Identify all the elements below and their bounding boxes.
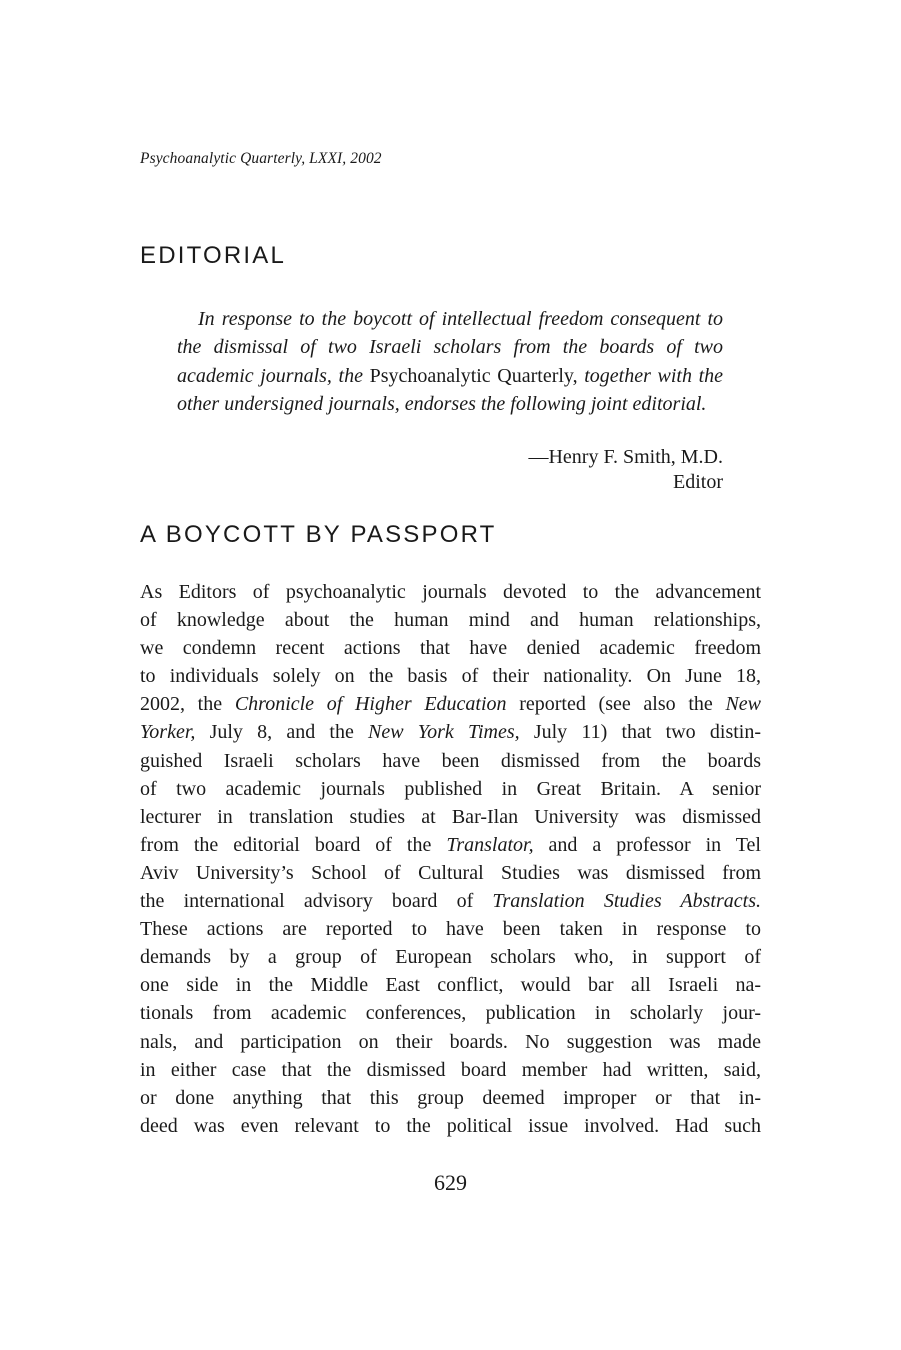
running-head: Psychoanalytic Quarterly, LXXI, 2002 — [140, 150, 382, 167]
page-number: 629 — [434, 1170, 467, 1195]
preface-paragraph — [177, 305, 723, 419]
editorial-preface — [177, 305, 723, 419]
citation-translation-studies-abstracts: Translation Studies Abstracts. — [492, 890, 761, 913]
citation-chronicle: Chronicle of Higher Education — [234, 693, 507, 716]
body-line: we condemn recent actions that have denied academic freedom — [140, 637, 761, 660]
body-line: As Editors of psychoanalytic journals devoted to the advancement — [140, 581, 761, 603]
body-line — [140, 831, 761, 859]
body-line: one side in the Middle East conflict, would bar all Israeli na- — [140, 974, 761, 997]
body-line: lecturer in translation studies at Bar-Ilan University was dismissed — [140, 805, 761, 828]
citation-new-yorker-part: New — [725, 693, 762, 716]
body-text: from the editorial board of the — [140, 833, 447, 856]
body-text: July 8, and the — [195, 721, 369, 744]
body-line: demands by a group of European scholars who, in support of — [140, 946, 761, 969]
signature-name: —Henry F. Smith, M.D. — [528, 446, 723, 468]
body-line: in either case that the dismissed board member had written, said, — [140, 1058, 761, 1081]
citation-new-york-times: New York Times, — [368, 721, 520, 744]
body-line — [140, 690, 761, 718]
editorial-heading: EDITORIAL — [140, 242, 287, 269]
preface-text-part2: together with the other undersigned journals, endorses the following joint editorial. — [177, 364, 723, 416]
body-text: the international advisory board of — [140, 890, 493, 913]
body-line: guished Israeli scholars have been dismissed from the boards — [140, 749, 761, 772]
article-heading: A BOYCOTT BY PASSPORT — [140, 521, 497, 548]
citation-new-yorker-part: Yorker, — [140, 721, 196, 744]
body-line: deed was even relevant to the political issue involved. Had such — [140, 1114, 761, 1137]
body-line: Aviv University’s School of Cultural Studies was dismissed from — [140, 861, 761, 884]
signature-role: Editor — [673, 471, 723, 493]
body-text: reported (see also the — [506, 693, 726, 716]
body-line: nals, and participation on their boards. No suggestion was made — [140, 1030, 761, 1053]
body-line — [140, 718, 761, 746]
body-text: and a professor in Tel — [533, 833, 761, 856]
body-text: July 11) that two distin- — [519, 721, 761, 744]
body-line: or done anything that this group deemed improper or that in- — [140, 1086, 761, 1109]
preface-text-part1: In response to the boycott of intellectual freedom consequent to the dismissal of two Israeli scholars from the boards of two academic journals, the — [177, 308, 723, 387]
body-text: 2002, the — [140, 693, 235, 716]
body-line: of two academic journals published in Great Britain. A senior — [140, 777, 761, 800]
body-line: These actions are reported to have been taken in response to — [140, 918, 761, 941]
body-line: of knowledge about the human mind and human relationships, — [140, 609, 761, 632]
preface-journal-name: Psychoanalytic Quarterly, — [369, 364, 578, 387]
signature-block — [423, 445, 723, 495]
citation-translator: Translator, — [446, 833, 534, 856]
body-line: tionals from academic conferences, publication in scholarly jour- — [140, 1002, 761, 1025]
body-line: to individuals solely on the basis of their nationality. On June 18, — [140, 665, 761, 688]
body-line — [140, 887, 761, 915]
article-body — [140, 578, 761, 1140]
